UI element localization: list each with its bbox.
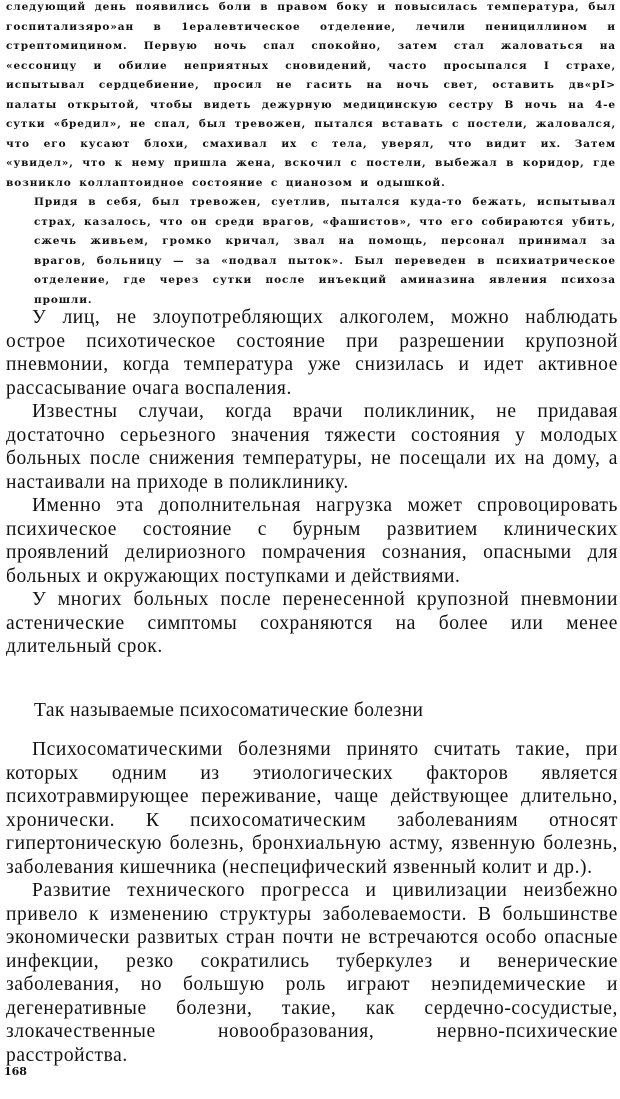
case-paragraph: следующий день появились боли в правом боку и повысилась температура, был госпитализяро»ан в 1ералевтическое отделение, лечили пенициллином и стрептомицином. Первую ночь спал спокойно, затем стал жаловаться на «ессоницу и обилие неприятных сновидений, часто просыпался I страхе, испытывал сердцебиение, просил не гасить на ночь свет, оставить дв«рI> палаты открытой, чтобы видеть дежурную медицинскую сестру В ночь на 4-е сутки «бредил», не спал, был тревожен, пытался вставать с постели, жаловался, что его кусают блохи, смахивал их с тела, уверял, что видит их. Затем «увидел», что к нему пришла жена, вскочил с постели, выбежал в коридор, где возникло коллаптоидное состояние с цианозом и одышкой. (6, 1, 616, 189)
body-paragraph: Именно эта дополнительная нагрузка может спровоцировать психическое состояние с бурным развитием клинических проявлений делириозного помрачения сознания, опасными для больных и окружающих поступками и действиями. (6, 495, 618, 587)
case-paragraph: Придя в себя, был тревожен, суетлив, пытался куда-то бежать, испытывал страх, казалось, что он среди врагов, «фашистов», что его собираются убить, сжечь живьем, громко кричал, звал на помощь, персонал принимал за врагов, больницу — за «подвал пыток». Был переведен в психиатрическое отделение, где через сутки после инъекций аминазина явления психоза прошли. (34, 196, 616, 306)
case-description (6, 0, 616, 310)
body-paragraph: Известны случаи, когда врачи поликлиник, не придавая достаточно серьезного значения тяжести состояния у молодых больных после снижения температуры, не посещали их на дому, а настаивали на приходе в поликлинику. (6, 401, 618, 493)
page-number: 168 (4, 1065, 27, 1078)
body-paragraph: Развитие технического прогресса и цивилизации неизбежно привело к изменению структуры заболеваемости. В большинстве экономически развитых стран почти не встречаются особо опасные инфекции, резко сократились туберкулез и венерические заболевания, но большую роль играют неэпидемические и дегенеративные болезни, такие, как сердечно-сосудистые, злокачественные новообразования, нервно-психические расстройства. (6, 880, 618, 1066)
main-text (6, 306, 618, 659)
body-paragraph: У многих больных после перенесенной крупозной пневмонии астенические симптомы сохраняются на более или менее длительный срок. (6, 589, 618, 657)
body-paragraph: У лиц, не злоупотребляющих алкоголем, можно наблюдать острое психотическое состояние при разрешении крупозной пневмонии, когда температура уже снизилась и идет активное рассасывание очага воспаления. (6, 307, 618, 399)
body-paragraph: Психосоматическими болезнями принято считать такие, при которых одним из этиологических факторов является психотравмирующее переживание, чаще действующее длительно, хронически. К психосоматическим заболеваниям относят гипертоническую болезнь, бронхиальную астму, язвенную болезнь, заболевания кишечника (неспецифический язвенный колит и др.). (6, 739, 618, 878)
section-heading: Так называемые психосоматические болезни (34, 700, 424, 721)
section-text (6, 738, 618, 1067)
